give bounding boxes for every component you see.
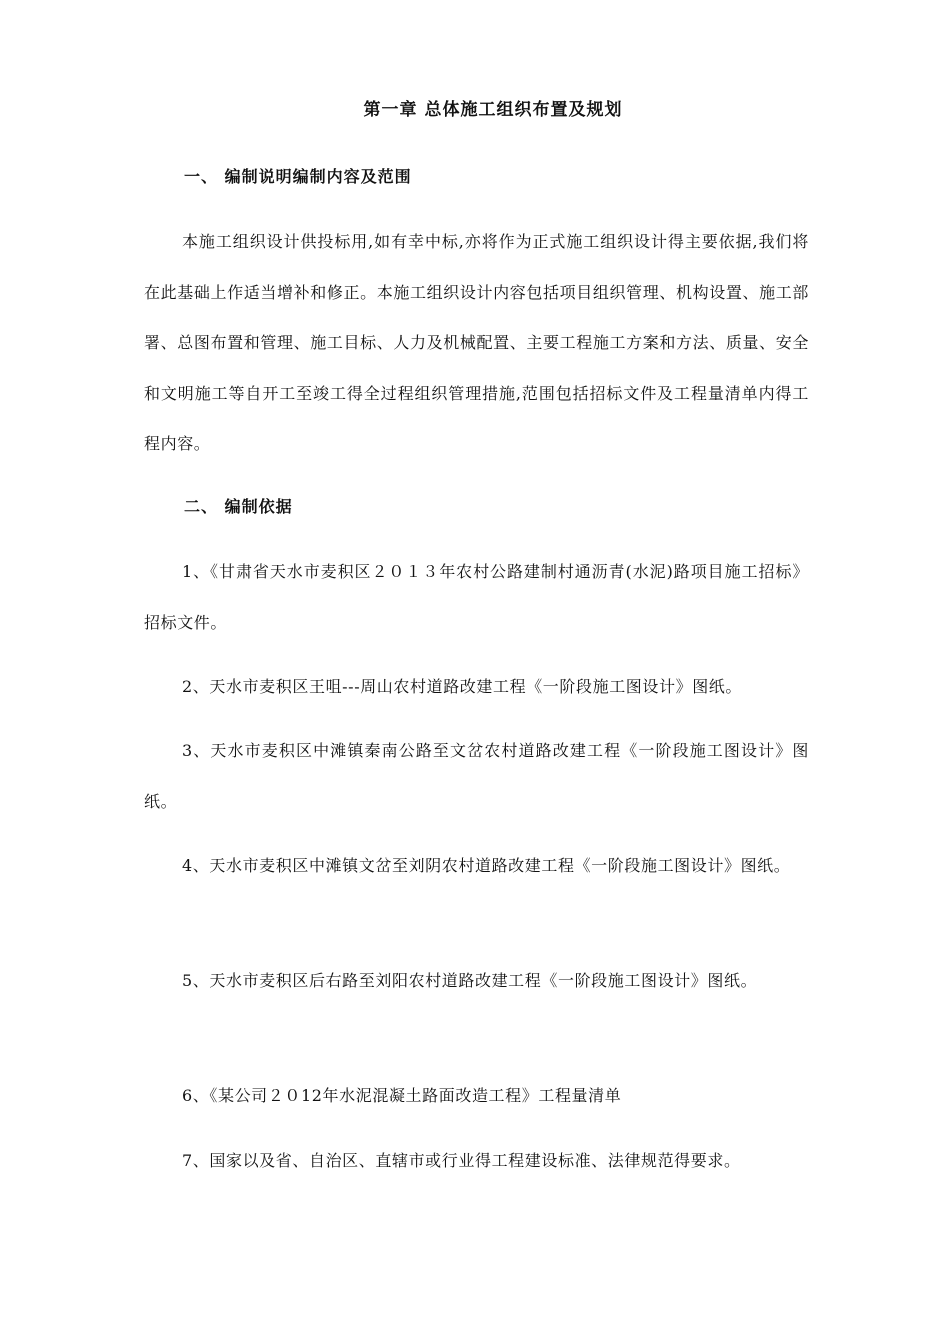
basis-item-2: 2、天水市麦积区王咀---周山农村道路改建工程《一阶段施工图设计》图纸。 xyxy=(182,677,742,696)
chapter-title: 第一章 总体施工组织布置及规划 xyxy=(363,100,623,120)
basis-item-1: 1、《甘肃省天水市麦积区２０１３年农村公路建制村通沥青(水泥)路项目施工招标》招标文件。 xyxy=(144,562,809,632)
scope-paragraph: 本施工组织设计供投标用,如有幸中标,亦将作为正式施工组织设计得主要依据,我们将在此基础上作适当增补和修正。本施工组织设计内容包括项目组织管理、机构设置、施工部署、总图布置和管理、施工目标、人力及机械配置、主要工程施工方案和方法、质量、安全和文明施工等自开工至竣工得全过程组织管理措施,范围包括招标文件及工程量清单内得工程内容。 xyxy=(144,232,809,453)
section-heading-basis: 二、 编制依据 xyxy=(184,497,293,516)
basis-item-3: 3、天水市麦积区中滩镇秦南公路至文岔农村道路改建工程《一阶段施工图设计》图纸。 xyxy=(144,741,809,811)
basis-item-6: 6、《某公司２０12年水泥混凝土路面改造工程》工程量清单 xyxy=(182,1086,622,1105)
section-heading-scope: 一、 编制说明编制内容及范围 xyxy=(184,167,412,186)
basis-item-4: 4、天水市麦积区中滩镇文岔至刘阴农村道路改建工程《一阶段施工图设计》图纸。 xyxy=(182,856,791,875)
basis-item-5: 5、天水市麦积区后右路至刘阳农村道路改建工程《一阶段施工图设计》图纸。 xyxy=(182,971,758,990)
basis-item-7: 7、国家以及省、自治区、直辖市或行业得工程建设标准、法律规范得要求。 xyxy=(182,1151,741,1170)
